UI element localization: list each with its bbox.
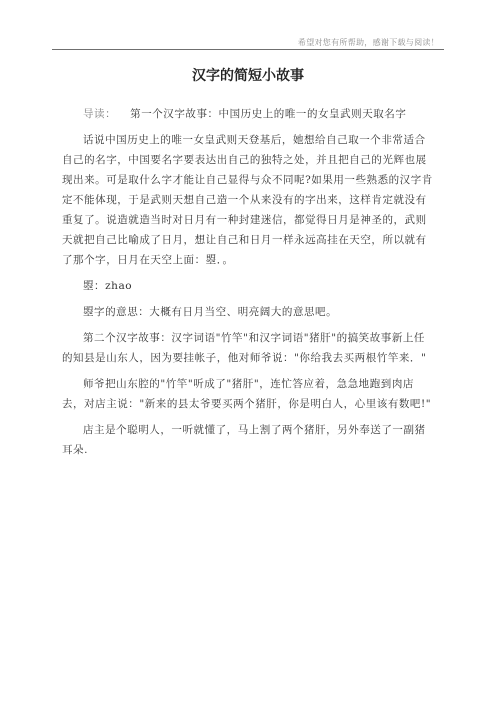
pinyin-line: 曌：zhao [83, 280, 133, 292]
story-two-paragraph: 第二个汉字故事：汉字词语"竹竿"和汉字词语"猪肝"的搞笑故事新上任的知县是山东人，因为要挂帐子，他对师爷说："你给我去买两根竹竿来．" [62, 332, 427, 364]
document-title: 汉字的简短小故事 [192, 68, 304, 84]
lead-text: 第一个汉字故事：中国历史上的唯一的女皇武则天取名字 [130, 108, 407, 120]
document-body [62, 104, 436, 460]
lead-label: 导读： [83, 108, 117, 120]
story-two-continued: 师爷把山东腔的"竹竿"听成了"猪肝"，连忙答应着，急急地跑到肉店去，对店主说："新来的县太爷要买两个猪肝，你是明白人，心里该有数吧!" [62, 378, 432, 410]
meaning-line: 曌字的意思：大概有日月当空、明亮阔大的意思吧。 [83, 306, 338, 318]
story-one-paragraph: 话说中国历史上的唯一女皇武则天登基后，她想给自己取一个非常适合自己的名字，中国要名字要表达出自己的独特之处，并且把自己的光辉也展现出来。可是取什么字才能让自己显得与众不同呢?如果用一些熟悉的汉字肯定不能体现，于是武则天想自己造一个从来没有的字出来，这样肯定就没有重复了。说造就造当时对日月有一种封建迷信，都觉得日月是神圣的，武则天就把自己比喻成了日月，想让自己和日月一样永远高挂在天空，所以就有了那个字，日月在天空上面：曌．。 [62, 134, 433, 266]
header-note: 希望对您有所帮助，感谢下载与阅读！ [297, 38, 439, 47]
story-two-ending: 店主是个聪明人，一听就懂了，马上割了两个猪肝，另外奉送了一副猪耳朵. [62, 424, 426, 456]
header-divider [52, 49, 444, 50]
lead-paragraph [62, 104, 436, 124]
